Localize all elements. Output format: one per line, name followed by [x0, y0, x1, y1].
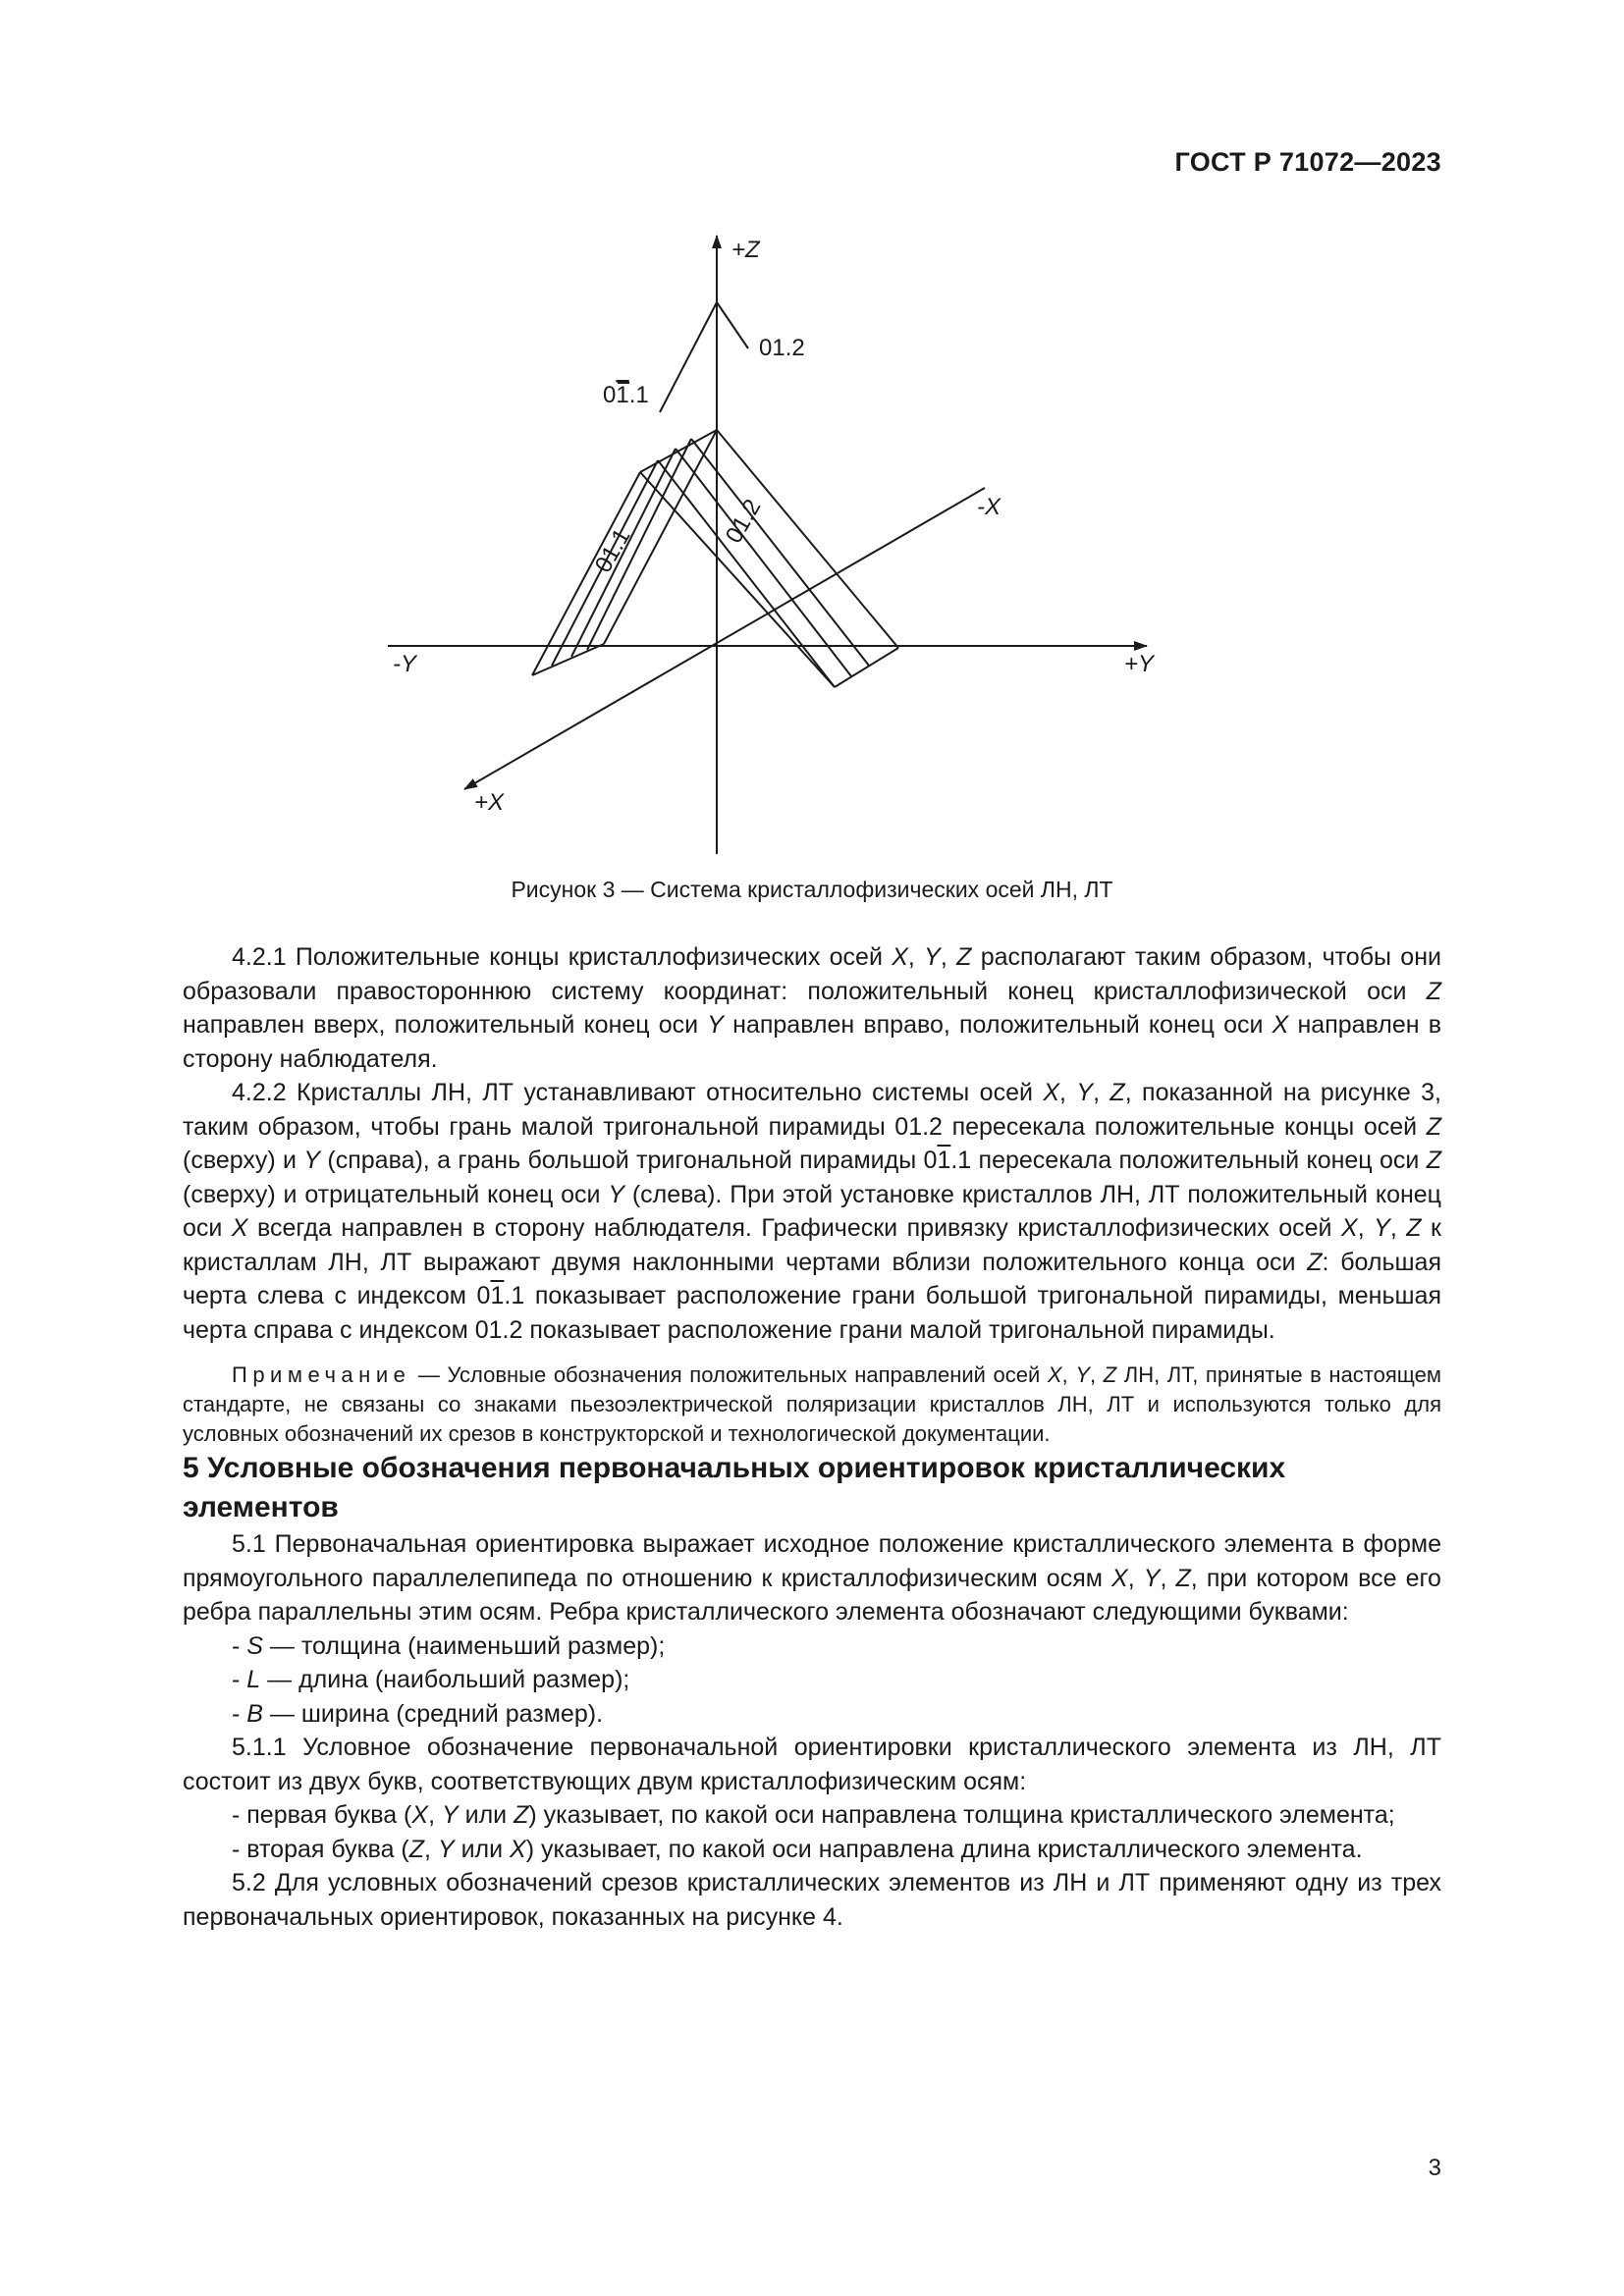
paragraph-5-2: 5.2 Для условных обозначений срезов кристаллических элементов из ЛН и ЛТ применяют одну из трех первоначальных ориентировок, показанных на рисунке 4.	[183, 1869, 1441, 1931]
page-number: 3	[1428, 2155, 1441, 2181]
bullet-second-letter: - вторая буква (Z, Y или X) указывает, по какой оси направлена длина кристаллического элемента.	[232, 1835, 1363, 1863]
paragraph-5-1-1: 5.1.1 Условное обозначение первоначальной ориентировки кристаллического элемента из ЛН, ЛТ состоит из двух букв, соответствующих двум кристаллофизическим осям:	[183, 1734, 1441, 1795]
label-face-012-on-face: 01.2	[720, 495, 767, 548]
paragraph-5-1: 5.1 Первоначальная ориентировка выражает исходное положение кристаллического элемента в форме прямоугольного параллелепипеда по отношению к кристаллофизическим осям X, Y, Z, при котором все его ребра параллельны этим осям. Ребра кристаллического элемента обозначают следующими буквами:	[183, 1530, 1441, 1626]
section-5-heading: 5 Условные обозначения первоначальных ориентировок кристаллических элементов	[183, 1452, 1286, 1523]
note-paragraph: Примечание — Условные обозначения положительных направлений осей X, Y, Z ЛН, ЛТ, принятые в настоящем стандарте, не связаны со знаками пьезоэлектрической поляризации кристаллов ЛН, ЛТ и используются только для условных обозначений их срезов в конструкторской и технологической документации.	[183, 1362, 1442, 1446]
axes-diagram	[373, 221, 1178, 869]
list-item-thickness: - S — толщина (наименьший размер);	[232, 1631, 666, 1660]
paragraph-4-2-1: 4.2.1 Положительные концы кристаллофизических осей X, Y, Z располагают таким образом, чтобы они образовали правостороннюю систему координат: положительный конец кристаллофизической оси Z направлен вверх, положительный конец оси Y направлен вправо, положительный конец оси X направлен в сторону наблюдателя.	[183, 943, 1441, 1073]
main-text	[183, 940, 1441, 1934]
list-item-length: - L — длина (наибольший размер);	[232, 1666, 630, 1693]
bullet-first-letter: - первая буква (X, Y или Z) указывает, по какой оси направлена толщина кристаллического элемента;	[232, 1801, 1395, 1829]
face-012-edge	[691, 439, 869, 666]
face-011-bottom	[532, 644, 604, 675]
list-item-width: - B — ширина (средний размер).	[232, 1699, 604, 1728]
document-header: ГОСТ Р 71072—2023	[1174, 147, 1441, 177]
crystal-axes-figure	[373, 221, 1178, 869]
label-minus-x: -X	[977, 494, 1001, 520]
face-012-edge	[676, 449, 851, 676]
label-plus-z: +Z	[731, 237, 760, 263]
label-face-011-on-face: 01.1	[589, 524, 636, 577]
label-face-012-top: 01.2	[759, 335, 805, 361]
label-plus-y: +Y	[1124, 651, 1155, 677]
face-012-edge	[658, 460, 835, 687]
label-face-011-top: 01.1	[603, 382, 649, 408]
orientation-marks	[660, 302, 748, 412]
note-label: Примечание	[232, 1362, 411, 1387]
label-plus-x: +X	[474, 789, 505, 816]
label-minus-y: -Y	[393, 651, 416, 677]
figure-caption: Рисунок 3 — Система кристаллофизических осей ЛН, ЛТ	[511, 877, 1113, 902]
paragraph-4-2-2: 4.2.2 Кристаллы ЛН, ЛТ устанавливают относительно системы осей X, Y, Z, показанной на рисунке 3, таким образом, чтобы грань малой тригональной пирамиды 01.2 пересекала положительные концы осей Z (сверху) и Y (справа), а грань большой тригональной пирамиды 01.1 пересекала положительный конец оси Z (сверху) и отрицательный конец оси Y (слева). При этой установке кристаллов ЛН, ЛТ положительный конец оси X всегда направлен в сторону наблюдателя. Графически привязку кристаллофизических осей X, Y, Z к кристаллам ЛН, ЛТ выражают двумя наклонными чертами вблизи положительного конца оси Z: большая черта слева с индексом 01.1 показывает расположение грани большой тригональной пирамиды, меньшая черта справа с индексом 01.2 показывает расположение грани малой тригональной пирамиды.	[183, 1079, 1441, 1344]
